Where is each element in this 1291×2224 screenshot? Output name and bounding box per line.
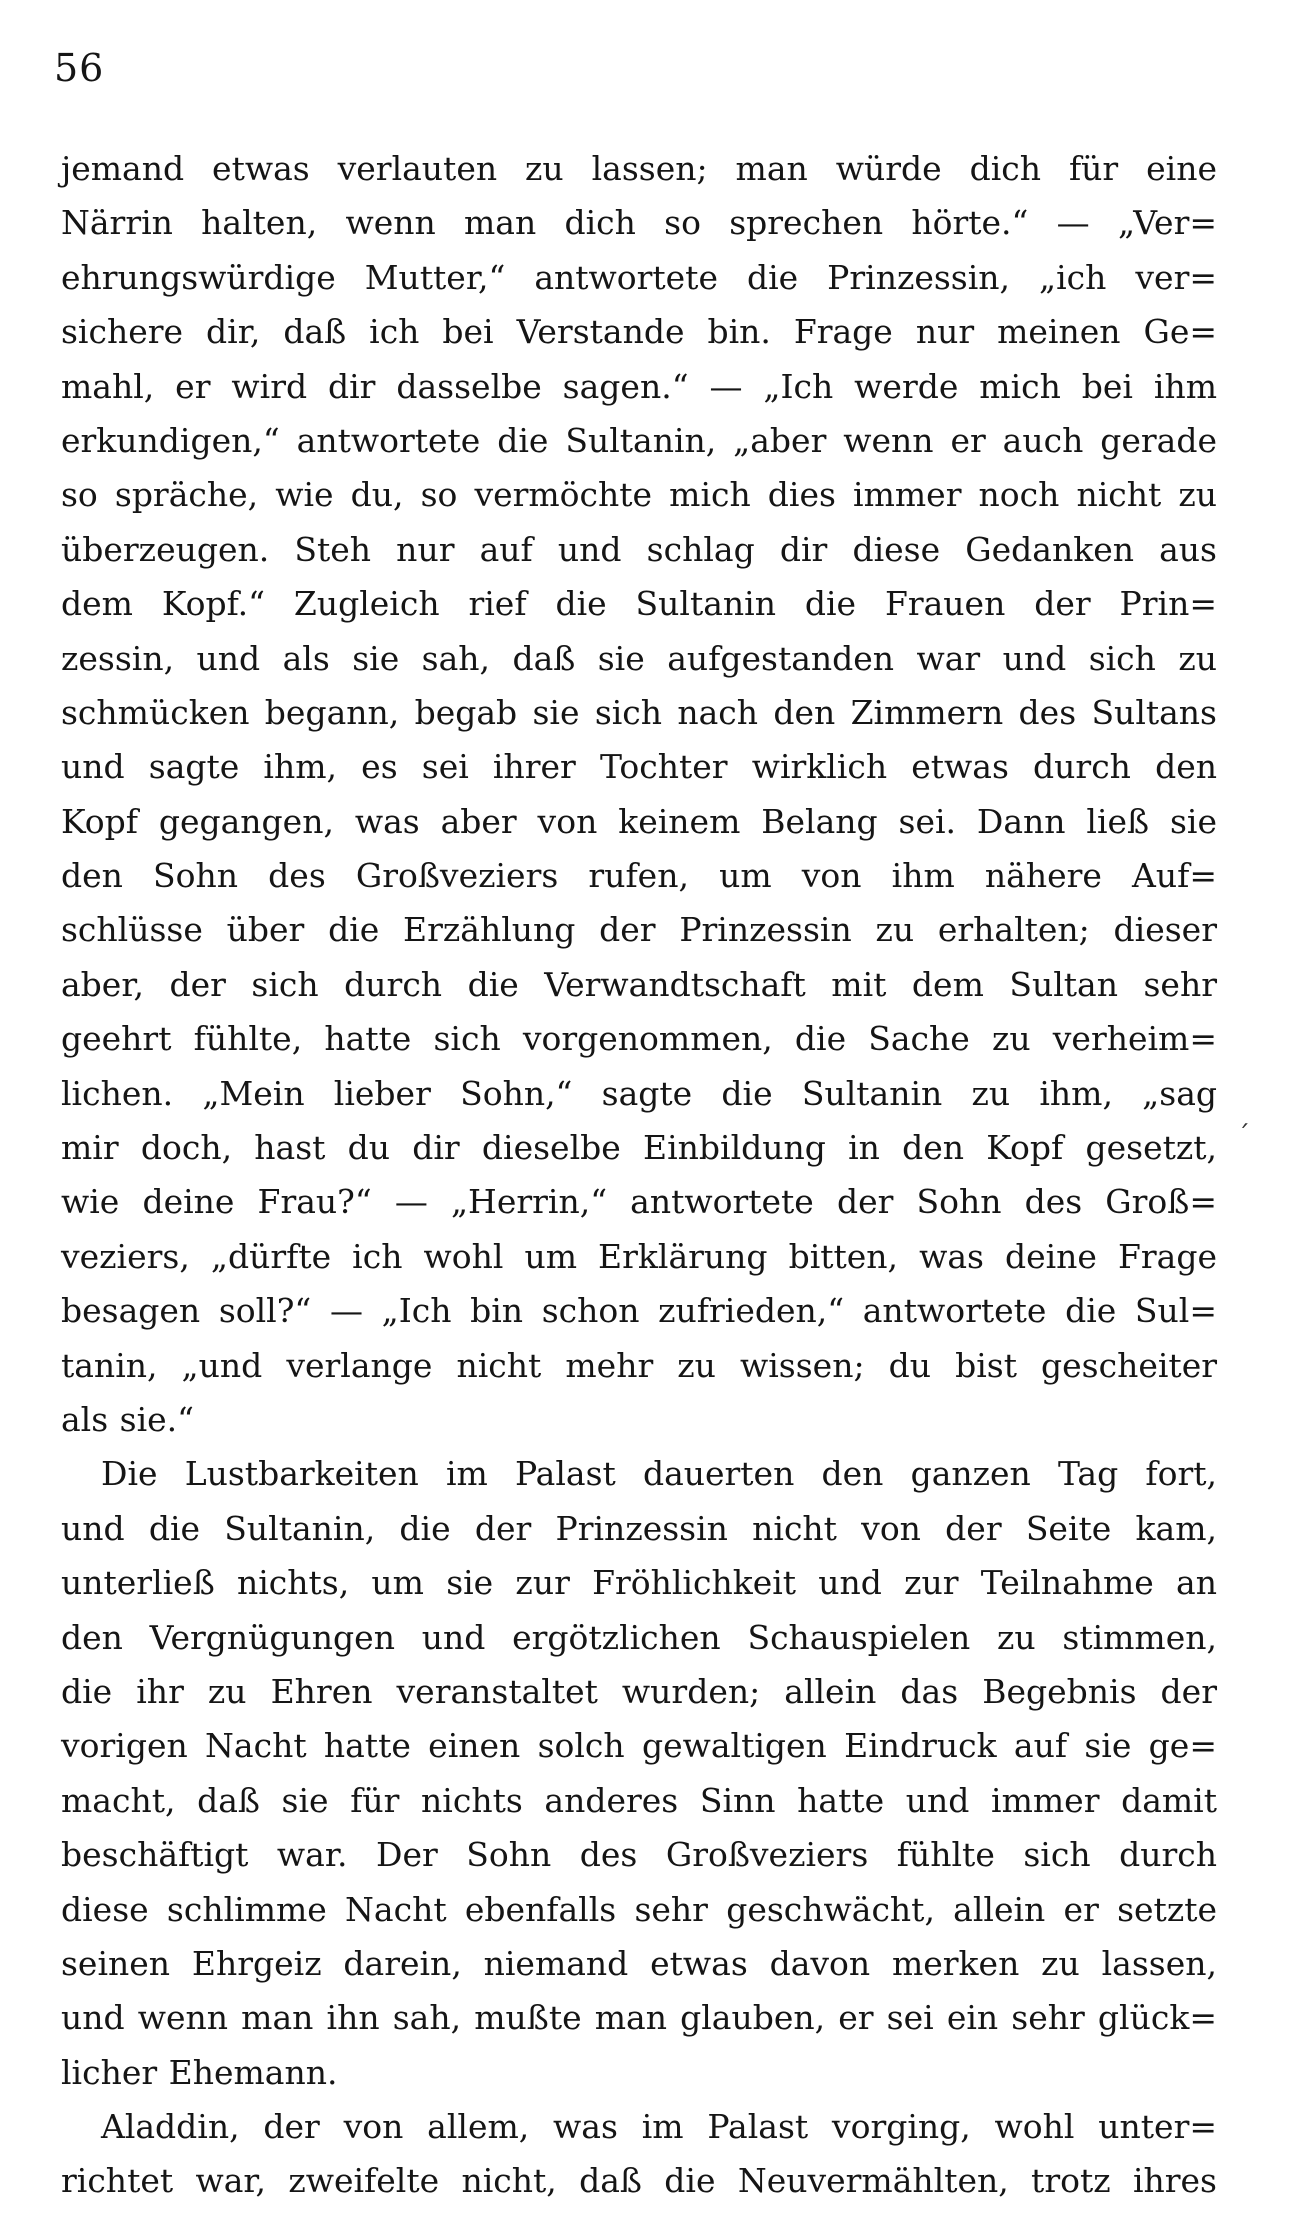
text-line: macht, daß sie für nichts anderes Sinn hatte und immer damit [61, 1780, 1217, 1820]
text-line: geehrt fühlte, hatte sich vorgenommen, die Sache zu verheim= [61, 1019, 1217, 1059]
text-line: lichen. „Mein lieber Sohn,“ sagte die Sultanin zu ihm, „sag [61, 1073, 1217, 1113]
text-line: vorigen Nacht hatte einen solch gewaltigen Eindruck auf sie ge= [61, 1726, 1217, 1766]
text-line: seinen Ehrgeiz darein, niemand etwas davon merken zu lassen, [61, 1943, 1217, 1983]
paragraph-end-line: licher Ehemann. [61, 2052, 338, 2092]
paragraph-start-line: Die Lustbarkeiten im Palast dauerten den ganzen Tag fort, [101, 1454, 1217, 1494]
paragraph-start-line: Aladdin, der von allem, was im Palast vorging, wohl unter= [101, 2107, 1217, 2147]
paragraph-end-line: als sie.“ [61, 1399, 195, 1439]
text-line: mir doch, hast du dir dieselbe Einbildung in den Kopf gesetzt, [61, 1128, 1217, 1168]
text-line: Närrin halten, wenn man dich so sprechen hörte.“ — „Ver= [61, 203, 1217, 243]
page-number: 56 [54, 46, 105, 90]
text-line: erkundigen,“ antwortete die Sultanin, „aber wenn er auch gerade [61, 420, 1217, 460]
text-line: und die Sultanin, die der Prinzessin nicht von der Seite kam, [61, 1508, 1217, 1548]
text-line: und wenn man ihn sah, mußte man glauben, er sei ein sehr glück= [61, 1998, 1217, 2038]
text-line: überzeugen. Steh nur auf und schlag dir diese Gedanken aus [61, 529, 1217, 569]
text-line: veziers, „dürfte ich wohl um Erklärung bitten, was deine Frage [61, 1236, 1217, 1276]
text-line: schmücken begann, begab sie sich nach den Zimmern des Sultans [61, 692, 1217, 732]
text-line: schlüsse über die Erzählung der Prinzessin zu erhalten; dieser [61, 910, 1217, 950]
text-line: beschäftigt war. Der Sohn des Großveziers fühlte sich durch [61, 1835, 1217, 1875]
text-line: mahl, er wird dir dasselbe sagen.“ — „Ich werde mich bei ihm [61, 366, 1217, 406]
text-line: aber, der sich durch die Verwandtschaft mit dem Sultan sehr [61, 964, 1217, 1004]
text-line: jemand etwas verlauten zu lassen; man würde dich für eine [61, 149, 1217, 188]
text-line: die ihr zu Ehren veranstaltet wurden; allein das Begebnis der [61, 1671, 1217, 1711]
text-line: ehrungswürdige Mutter,“ antwortete die Prinzessin, „ich ver= [61, 257, 1217, 297]
text-line: und sagte ihm, es sei ihrer Tochter wirklich etwas durch den [61, 747, 1217, 787]
text-line: den Vergnügungen und ergötzlichen Schauspielen zu stimmen, [61, 1617, 1217, 1657]
text-line: tanin, „und verlange nicht mehr zu wissen; du bist gescheiter [61, 1345, 1217, 1385]
text-line: wie deine Frau?“ — „Herrin,“ antwortete der Sohn des Groß= [61, 1182, 1217, 1222]
text-line: besagen soll?“ — „Ich bin schon zufrieden,“ antwortete die Sul= [61, 1291, 1217, 1331]
text-line: diese schlimme Nacht ebenfalls sehr geschwächt, allein er setzte [61, 1889, 1217, 1929]
text-line: den Sohn des Großveziers rufen, um von ihm nähere Auf= [61, 856, 1217, 896]
text-line: zessin, und als sie sah, daß sie aufgestanden war und sich zu [61, 638, 1217, 678]
text-line: richtet war, zweifelte nicht, daß die Neuvermählten, trotz ihres [61, 2161, 1217, 2201]
text-line: sichere dir, daß ich bei Verstande bin. Frage nur meinen Ge= [61, 312, 1217, 352]
stray-ink-mark: ´ [1237, 1121, 1250, 1151]
body-text [61, 142, 1217, 2209]
text-line: so spräche, wie du, so vermöchte mich dies immer noch nicht zu [61, 475, 1217, 515]
text-line: unterließ nichts, um sie zur Fröhlichkeit und zur Teilnahme an [61, 1563, 1217, 1603]
text-line: Kopf gegangen, was aber von keinem Belang sei. Dann ließ sie [61, 801, 1217, 841]
text-line: dem Kopf.“ Zugleich rief die Sultanin die Frauen der Prin= [61, 584, 1217, 624]
